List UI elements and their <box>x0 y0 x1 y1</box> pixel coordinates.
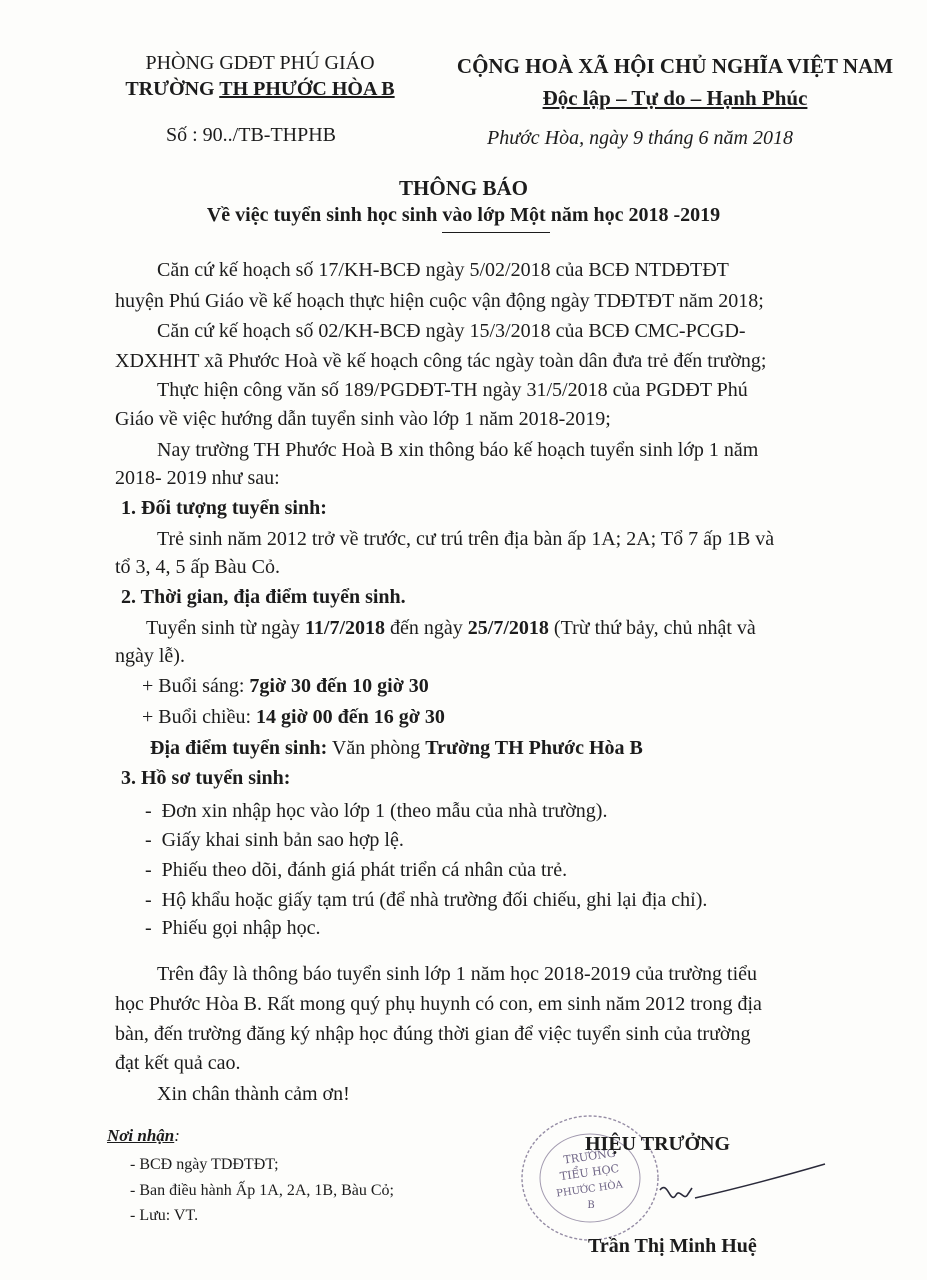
school-name-prefix: TRƯỜNG <box>125 78 220 100</box>
handwritten-signature <box>640 1150 830 1230</box>
dossier-item-4 <box>145 889 707 912</box>
section-2-heading: 2. Thời gian, địa điểm tuyển sinh. <box>121 586 406 608</box>
period-mid: đến ngày <box>385 617 468 639</box>
intro-line-2: huyện Phú Giáo về kế hoạch thực hiện cuộc vận động ngày TDĐTĐT năm 2018; <box>115 290 764 312</box>
dossier-item-3 <box>145 859 567 882</box>
section-1-heading: 1. Đối tượng tuyển sinh: <box>121 497 327 519</box>
dossier-item-text: Phiếu gọi nhập học. <box>161 917 321 939</box>
notice-subtitle: Về việc tuyển sinh học sinh vào lớp Một năm học 2018 -2019 <box>206 204 721 226</box>
period-start-date: 11/7/2018 <box>305 617 386 639</box>
dossier-item-text: Đơn xin nhập học vào lớp 1 (theo mẫu của nhà trường). <box>161 800 608 822</box>
recipient-item-1: - BCĐ ngày TDĐTĐT; <box>130 1156 279 1173</box>
stamp-text-mid2: PHƯỚC HÒA <box>555 1179 624 1200</box>
closing-line-2: học Phước Hòa B. Rất mong quý phụ huynh có con, em sinh năm 2012 trong địa <box>115 993 762 1015</box>
intro-line-7: Nay trường TH Phước Hoà B xin thông báo kế hoạch tuyển sinh lớp 1 năm <box>157 439 759 461</box>
section-3-heading: 3. Hồ sơ tuyển sinh: <box>121 767 291 789</box>
dossier-item-text: Hộ khẩu hoặc giấy tạm trú (để nhà trường đối chiếu, ghi lại địa chỉ). <box>161 889 708 911</box>
section-1-line-1: Trẻ sinh năm 2012 trở về trước, cư trú trên địa bàn ấp 1A; 2A; Tổ 7 ấp 1B và <box>157 528 775 550</box>
section-2-line-1 <box>146 617 756 640</box>
dossier-item-text: Giấy khai sinh bản sao hợp lệ. <box>161 829 404 851</box>
afternoon-label: + Buổi chiều: <box>142 706 257 728</box>
closing-line-1: Trên đây là thông báo tuyển sinh lớp 1 năm học 2018-2019 của trường tiểu <box>157 963 758 985</box>
recipient-item-2: - Ban điều hành Ấp 1A, 2A, 1B, Bàu Cỏ; <box>130 1182 394 1199</box>
intro-line-6: Giáo về việc hướng dẫn tuyển sinh vào lớp 1 năm 2018-2019; <box>115 408 611 430</box>
intro-line-5: Thực hiện công văn số 189/PGDĐT-TH ngày 31/5/2018 của PGDĐT Phú <box>157 379 748 401</box>
morning-label: + Buổi sáng: <box>142 675 250 697</box>
closing-line-3: bàn, đến trường đăng ký nhập học đúng thời gian để việc tuyển sinh của trường <box>115 1023 751 1045</box>
morning-time: 7giờ 30 đến 10 giờ 30 <box>249 675 429 697</box>
period-end-date: 25/7/2018 <box>467 617 549 639</box>
school-name <box>100 78 420 101</box>
enrollment-place <box>150 737 643 760</box>
dossier-item-text: Phiếu theo dõi, đánh giá phát triển cá nhân của trẻ. <box>161 859 568 881</box>
document-number: Số : 90../TB-THPHB <box>166 124 337 146</box>
dossier-item-5 <box>145 917 321 940</box>
bullet-dash: - <box>145 829 162 851</box>
recipient-item-3: - Lưu: VT. <box>130 1207 199 1224</box>
agency-name: PHÒNG GDĐT PHÚ GIÁO <box>145 52 375 74</box>
stamp-text-mid1: TIỂU HỌC <box>559 1161 620 1184</box>
morning-session <box>142 675 429 698</box>
afternoon-session <box>142 706 445 729</box>
intro-line-8: 2018- 2019 như sau: <box>115 467 280 489</box>
bullet-dash: - <box>145 889 162 911</box>
school-name-underlined: TH PHƯỚC HÒA B <box>219 78 395 100</box>
intro-line-1: Căn cứ kế hoạch số 17/KH-BCĐ ngày 5/02/2018 của BCĐ NTDĐTĐT <box>157 259 729 281</box>
subtitle-underline <box>442 232 550 233</box>
place-school: Trường TH Phước Hòa B <box>425 737 643 759</box>
bullet-dash: - <box>145 859 162 881</box>
national-motto: Độc lập – Tự do – Hạnh Phúc <box>542 86 808 110</box>
intro-line-3: Căn cứ kế hoạch số 02/KH-BCĐ ngày 15/3/2018 của BCĐ CMC-PCGD- <box>157 320 746 342</box>
recipients-label <box>107 1126 180 1146</box>
recipients-colon: : <box>174 1126 180 1145</box>
section-2-line-2: ngày lễ). <box>115 645 185 667</box>
signer-name: Trần Thị Minh Huệ <box>588 1235 757 1257</box>
period-prefix: Tuyển sinh từ ngày <box>146 617 306 639</box>
recipients-label-text: Nơi nhận <box>107 1126 175 1145</box>
closing-line-4: đạt kết quả cao. <box>115 1052 241 1074</box>
bullet-dash: - <box>145 800 162 822</box>
dossier-item-1 <box>145 800 607 823</box>
stamp-text-top: TRƯỜNG <box>562 1146 617 1167</box>
place-label: Địa điểm tuyển sinh: <box>150 737 328 759</box>
dossier-item-2 <box>145 829 404 852</box>
national-title: CỘNG HOÀ XÃ HỘI CHỦ NGHĨA VIỆT NAM <box>456 54 894 78</box>
period-suffix: (Trừ thứ bảy, chủ nhật và <box>548 617 756 639</box>
thanks-line: Xin chân thành cảm ơn! <box>157 1083 350 1105</box>
notice-title: THÔNG BÁO <box>399 176 528 200</box>
intro-line-4: XDXHHT xã Phước Hoà về kế hoạch công tác ngày toàn dân đưa trẻ đến trường; <box>115 350 767 372</box>
section-1-line-2: tổ 3, 4, 5 ấp Bàu Cỏ. <box>115 556 280 578</box>
place-date: Phước Hòa, ngày 9 tháng 6 năm 2018 <box>487 127 793 149</box>
stamp-text-bottom: B <box>587 1200 595 1211</box>
signer-title: HIỆU TRƯỞNG <box>585 1133 731 1155</box>
afternoon-time: 14 giờ 00 đến 16 gờ 30 <box>256 706 445 728</box>
place-text: Văn phòng <box>327 737 426 759</box>
bullet-dash: - <box>145 917 162 939</box>
